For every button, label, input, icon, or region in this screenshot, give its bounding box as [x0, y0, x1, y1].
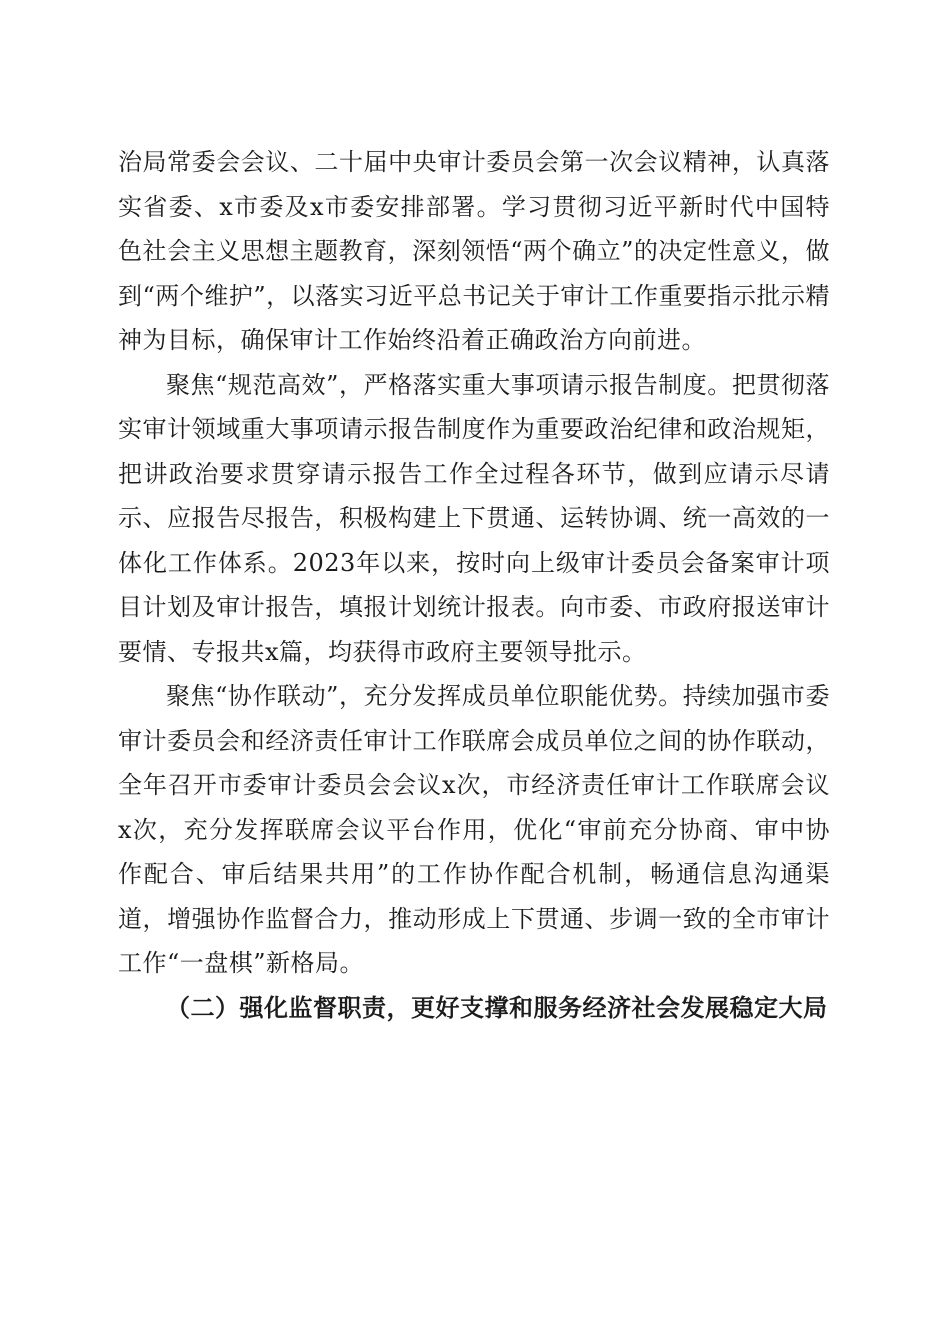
body-paragraph: 聚焦“规范高效”，严格落实重大事项请示报告制度。把贯彻落实审计领域重大事项请示报告制度作为重要政治纪律和政治规矩，把讲政治要求贯穿请示报告工作全过程各环节，做到应请示尽请示、应报告尽报告，积极构建上下贯通、运转协调、统一高效的一体化工作体系。2023年以来，按时向上级审计委员会备案审计项目计划及审计报告，填报计划统计报表。向市委、市政府报送审计要情、专报共x篇，均获得市政府主要领导批示。 [118, 370, 830, 666]
document-body [118, 140, 830, 1030]
body-paragraph: 聚焦“协作联动”，充分发挥成员单位职能优势。持续加强市委审计委员会和经济责任审计工作联席会成员单位之间的协作联动，全年召开市委审计委员会会议x次，市经济责任审计工作联席会议x次，充分发挥联席会议平台作用，优化“审前充分协商、审中协作配合、审后结果共用”的工作协作配合机制，畅通信息沟通渠道，增强协作监督合力，推动形成上下贯通、步调一致的全市审计工作“一盘棋”新格局。 [118, 682, 830, 977]
body-paragraph: 治局常委会会议、二十届中央审计委员会第一次会议精神，认真落实省委、x市委及x市委安排部署。学习贯彻习近平新时代中国特色社会主义思想主题教育，深刻领悟“两个确立”的决定性意义，做到“两个维护”，以落实习近平总书记关于审计工作重要指示批示精神为目标，确保审计工作始终沿着正确政治方向前进。 [118, 148, 830, 354]
section-heading: （二）强化监督职责，更好支撑和服务经济社会发展稳定大局 [166, 993, 828, 1022]
